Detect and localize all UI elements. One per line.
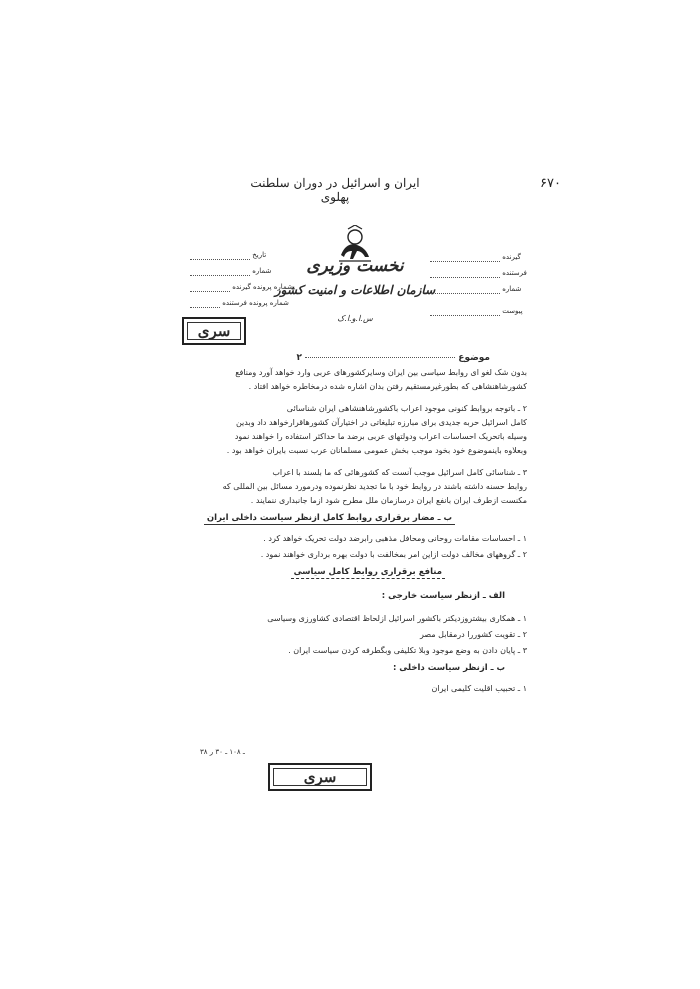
paragraph-line-3: ۲ ـ باتوجه بروابط کنونی موجود اعراب باکشورشاهنشاهی ایران شناسائی [286, 404, 527, 413]
letterhead-ref: س.ا.و.ا.ک [337, 314, 373, 323]
paragraph-line-2: کشورشاهنشاهی که بطورغیرمستقیم رفتن بدان اشاره شده درمخاطره خواهد افتاد . [248, 382, 527, 391]
domestic-harm-item-1: ۱ ـ احساسات مقامات روحانی ومحافل مذهبی رابرضد دولت تحریک خواهد کرد . [263, 534, 527, 543]
book-title: ایران و اسرائیل در دوران سلطنت پهلوی [250, 176, 420, 204]
paragraph-line-5: وسیله باتحریک احساسات اعراب ودولتهای عربی برضد ما حداکثر استفاده را خواهند نمود [234, 432, 527, 441]
foreign-benefit-item-1: ۱ ـ همکاری بیشتروزدیکتر باکشور اسرائیل ازلحاظ اقتصادی کشاورزی وسیاسی [267, 614, 527, 623]
book-header [0, 176, 700, 204]
field-number: شماره [190, 267, 271, 277]
foreign-benefit-item-3: ۳ ـ پایان دادن به وضع موجود وبلا تکلیفی وبگطرفه کردن سیاست ایران . [288, 646, 527, 655]
field-doc-number: شماره [430, 285, 521, 295]
field-date: تاریخ [190, 251, 266, 261]
field-attachment: پیوست [430, 307, 523, 317]
letterhead-org-line2: سازمان اطلاعات و امنیت کشور [274, 283, 436, 297]
field-receiver: گیرنده [430, 253, 521, 263]
document-code: ۳۸ ـ ۱۰۸ ـ ۳۰ ر [200, 748, 245, 756]
paragraph-line-8: روابط حسنه داشته باشند در روابط خود با ما تجدید نظرنموده ودرمورد مسائل بین المللی که [222, 482, 527, 491]
subject-line: موضوع ۲ [296, 353, 490, 363]
domestic-harm-item-2: ۲ ـ گروههای مخالف دولت ازاین امر بمخالفت با دولت بهره برداری خواهند نمود . [260, 550, 527, 559]
field-sender: فرستنده [430, 269, 527, 279]
field-receiver-file-number: شماره پرونده گیرنده [190, 283, 293, 293]
heading-foreign-policy: الف ـ ازنظر سیاست خارجی : [381, 591, 505, 601]
paragraph-line-6: وبعلاوه باینموضوع خود بخود موجب بخش عمومی مسلمانان عرب نسبت بایران خواهد بود . [226, 446, 527, 455]
secret-stamp-top: سری [182, 317, 246, 345]
foreign-benefit-item-2: ۲ ـ تقویت کشوررا درمقابل مصر [420, 630, 527, 639]
paragraph-line-9: مکنست ازطرف ایران بانفع ایران درسازمان ملل مطرح شود ازما جانبداری ننمایند . [250, 496, 527, 505]
heading-domestic-policy: ب ـ ازنظر سیاست داخلی : [392, 663, 505, 673]
secret-stamp-bottom: سری [268, 763, 372, 791]
heading-domestic-harms: ب ـ مضار برقراری روابط کامل ازنظر سیاست داخلی ایران [204, 513, 455, 525]
paragraph-line-7: ۳ ـ شناسائی کامل اسرائیل موجب آنست که کشورهائی که ما بلسند با اعراب [272, 468, 527, 477]
paragraph-line-1: بدون شک لغو ای روابط سیاسی بین ایران وسایرکشورهای عربی وارد خواهد آورد ومنافع [235, 368, 527, 377]
heading-benefits: منافع برقراری روابط کامل سیاسی [291, 567, 445, 579]
page-number: ۶۷۰ [540, 176, 561, 191]
letterhead-org-line1: نخست وزیری [306, 256, 404, 276]
scanned-document [170, 215, 535, 786]
paragraph-line-4: کامل اسرائیل حربه جدیدی برای مبارزه تبلیغاتی در اختیارآن کشورهاقرارخواهد داد وبدین [235, 418, 527, 427]
domestic-benefit-item-1: ۱ ـ تحبیب اقلیت کلیمی ایران [431, 684, 527, 693]
field-sender-file-number: شماره پرونده فرستنده [190, 299, 289, 309]
